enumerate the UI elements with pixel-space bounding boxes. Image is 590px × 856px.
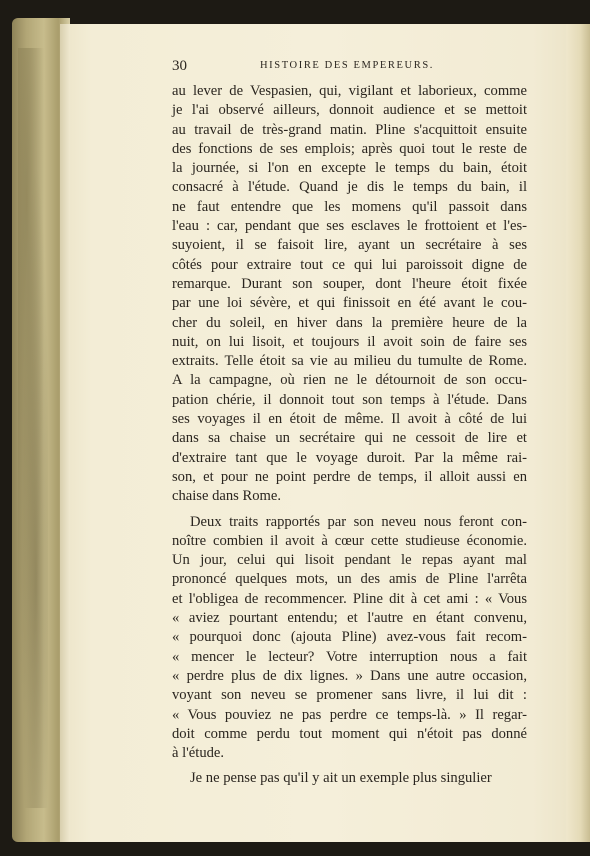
text-line: voyant son neveu se promener sans livre, il lui dit : <box>172 687 527 704</box>
text-line: Un jour, celui qui lisoit pendant le repas ayant mal <box>172 552 527 569</box>
text-line: au lever de Vespasien, qui, vigilant et laborieux, comme <box>172 83 527 99</box>
body-text <box>172 82 527 789</box>
text-line: nuit, on lui lisoit, et toujours il avoit soin de faire ses <box>172 333 527 350</box>
text-line: d'extraire tant que le voyage duroit. Par la même rai- <box>172 449 527 466</box>
text-line: chaise dans Rome. <box>172 488 282 505</box>
text-line: ses voyages il en étoit de même. Il avoit à côté de lui <box>172 411 527 428</box>
page-number: 30 <box>172 58 187 74</box>
text-line: dans sa chaise un secrétaire qui ne cessoit de lire et <box>172 430 527 447</box>
text-line: « Vous pouviez ne pas perdre ce temps-là. » Il regar- <box>172 706 527 723</box>
text-line: noître combien il avoit à cœur cette studieuse économie. <box>172 532 527 549</box>
text-line: à l'étude. <box>172 745 225 762</box>
text-line: Deux traits rapportés par son neveu nous feront con- <box>190 513 527 530</box>
page-fore-edge <box>566 24 590 842</box>
text-line: suyoient, il se faisoit lire, ayant un secrétaire à ses <box>172 237 527 254</box>
text-line: A la campagne, où rien ne le détournoit de son occu- <box>172 372 527 389</box>
text-line: ne faut entendre que les momens qu'il passoit dans <box>172 198 527 215</box>
text-line: côtés pour extraire tout ce qui lui paroissoit digne de <box>172 256 527 273</box>
text-line: « aviez pourtant entendu; et l'autre en étant convenu, <box>172 610 527 627</box>
text-line: au travail de très-grand matin. Pline s'acquittoit ensuite <box>172 121 527 138</box>
text-line: pation chérie, il donnoit tout son temps à l'étude. Dans <box>172 391 527 408</box>
text-line: « mencer le lecteur? Votre interruption nous a fait <box>172 648 527 665</box>
text-line: je l'ai observé ailleurs, donnoit audience et se mettoit <box>172 102 527 119</box>
text-line: cher du soleil, en hiver dans la première heure de la <box>172 314 527 331</box>
text-line: des fonctions de ses emplois; après quoi tout le reste de <box>172 140 527 157</box>
text-line: « perdre plus de dix lignes. » Dans une autre occasion, <box>172 667 527 684</box>
running-title: HISTOIRE DES EMPEREURS. <box>260 60 434 71</box>
text-line: « pourquoi donc (ajouta Pline) avez-vous fait recom- <box>172 629 527 646</box>
text-line: doit comme perdu tout moment qui n'étoit pas donné <box>172 725 527 742</box>
paragraph <box>172 82 527 507</box>
text-line: remarque. Durant son souper, dont l'heure étoit fixée <box>172 275 527 292</box>
text-line: son, et pour ne point perdre de temps, il alloit aussi en <box>172 468 527 485</box>
text-line: extraits. Telle étoit sa vie au milieu du tumulte de Rome. <box>172 353 527 370</box>
paragraph <box>172 513 527 764</box>
text-line: Je ne pense pas qu'il y ait un exemple plus singulier <box>190 770 492 787</box>
text-line: par une loi sévère, et qui finissoit en été avant le cou- <box>172 295 527 312</box>
page-gutter-edge <box>60 24 70 842</box>
paragraph <box>172 769 527 788</box>
text-line: prononcé quelques mots, un des amis de Pline l'arrêta <box>172 571 527 588</box>
text-line: la journée, si l'on en excepte le temps du bain, étoit <box>172 160 527 177</box>
text-line: et l'obligea de recommencer. Pline dit à cet ami : « Vous <box>172 590 527 607</box>
text-line: consacré à l'étude. Quand je dis le temps du bain, il <box>172 179 527 196</box>
running-header <box>172 58 527 76</box>
text-line: l'eau : car, pendant que ses esclaves le frottoient et l'es- <box>172 218 527 235</box>
